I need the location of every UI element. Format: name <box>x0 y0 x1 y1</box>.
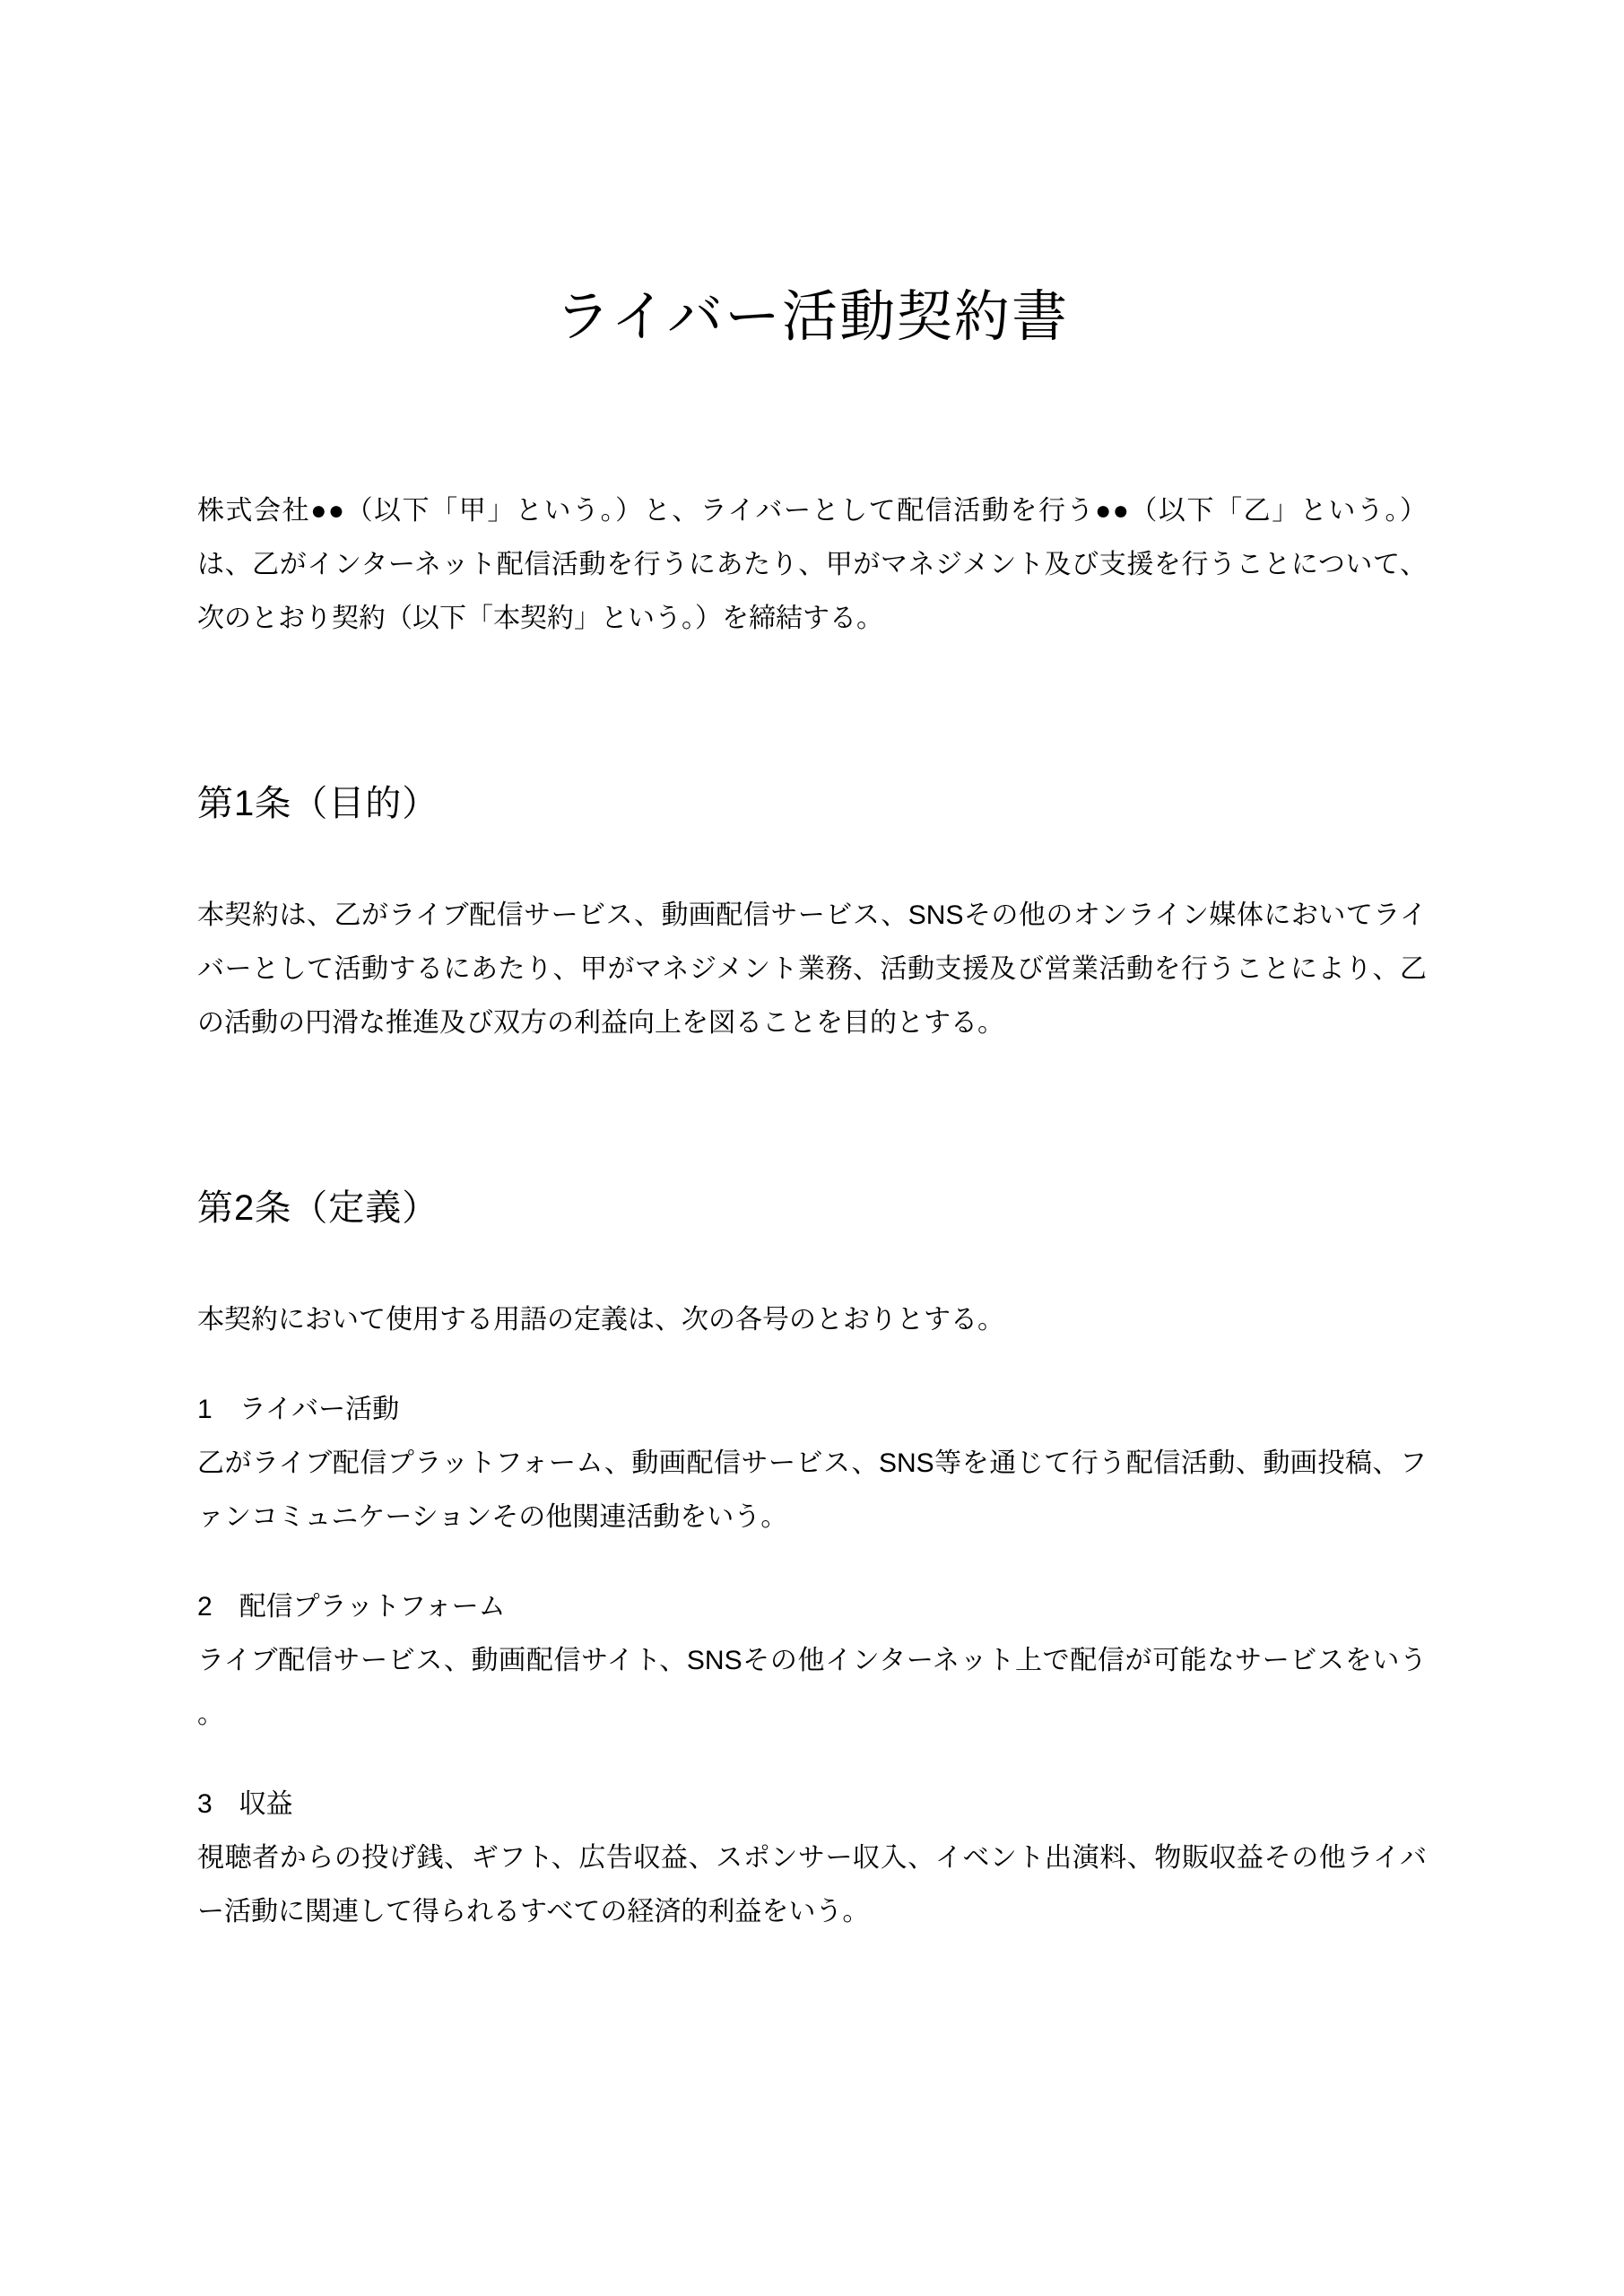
intro-line: 次のとおり契約（以下「本契約」という。）を締結する。 <box>197 604 883 634</box>
definition-term: 配信プラットフォーム <box>239 1592 506 1622</box>
definition-item <box>197 1580 1427 1742</box>
article-2-lead-line: 本契約において使用する用語の定義は、次の各号のとおりとする。 <box>197 1305 1004 1335</box>
definition-item <box>197 1778 1427 1939</box>
article-1-body-line: バーとして活動するにあたり、甲がマネジメント業務、活動支援及び営業活動を行うことにより、乙 <box>197 954 1427 985</box>
definition-item <box>197 1383 1427 1544</box>
definition-body-line: ライブ配信サービス、動画配信サイト、SNSその他インターネット上で配信が可能なサービスをいう <box>197 1646 1427 1676</box>
definition-number: 3 <box>197 1789 213 1820</box>
definition-label <box>197 1580 1427 1634</box>
document-title: ライバー活動契約書 <box>555 286 1069 348</box>
intro-line: 株式会社●●（以下「甲」という。）と、ライバーとして配信活動を行う●●（以下「乙」という。） <box>197 496 1427 526</box>
article-1-body-line: の活動の円滑な推進及び双方の利益向上を図ることを目的とする。 <box>197 1008 1004 1039</box>
definition-body-line: 。 <box>197 1700 224 1730</box>
article-1-body <box>197 889 1427 1050</box>
definition-term: 収益 <box>239 1789 293 1820</box>
definition-number: 2 <box>197 1592 213 1622</box>
intro-paragraph <box>197 484 1427 646</box>
article-2-lead <box>197 1293 1427 1347</box>
article-1-heading: 第1条（目的） <box>197 784 439 824</box>
definition-number: 1 <box>197 1395 213 1425</box>
definition-label <box>197 1778 1427 1831</box>
definition-body-line: ァンコミュニケーションその他関連活動をいう。 <box>197 1502 788 1533</box>
article-2-heading: 第2条（定義） <box>197 1188 439 1229</box>
article-1-body-line: 本契約は、乙がライブ配信サービス、動画配信サービス、SNSその他のオンライン媒体においてライ <box>197 900 1427 931</box>
intro-line: は、乙がインターネット配信活動を行うにあたり、甲がマネジメント及び支援を行うことについて、 <box>197 550 1427 580</box>
definition-term: ライバー活動 <box>239 1395 400 1425</box>
definition-body-line: 乙がライブ配信プラットフォーム、動画配信サービス、SNS等を通じて行う配信活動、動画投稿、フ <box>197 1448 1427 1479</box>
definition-body-line: 視聴者からの投げ銭、ギフト、広告収益、スポンサー収入、イベント出演料、物販収益その他ライバ <box>197 1843 1427 1874</box>
definition-body-line: ー活動に関連して得られるすべての経済的利益をいう。 <box>197 1897 870 1927</box>
definition-label <box>197 1383 1427 1437</box>
